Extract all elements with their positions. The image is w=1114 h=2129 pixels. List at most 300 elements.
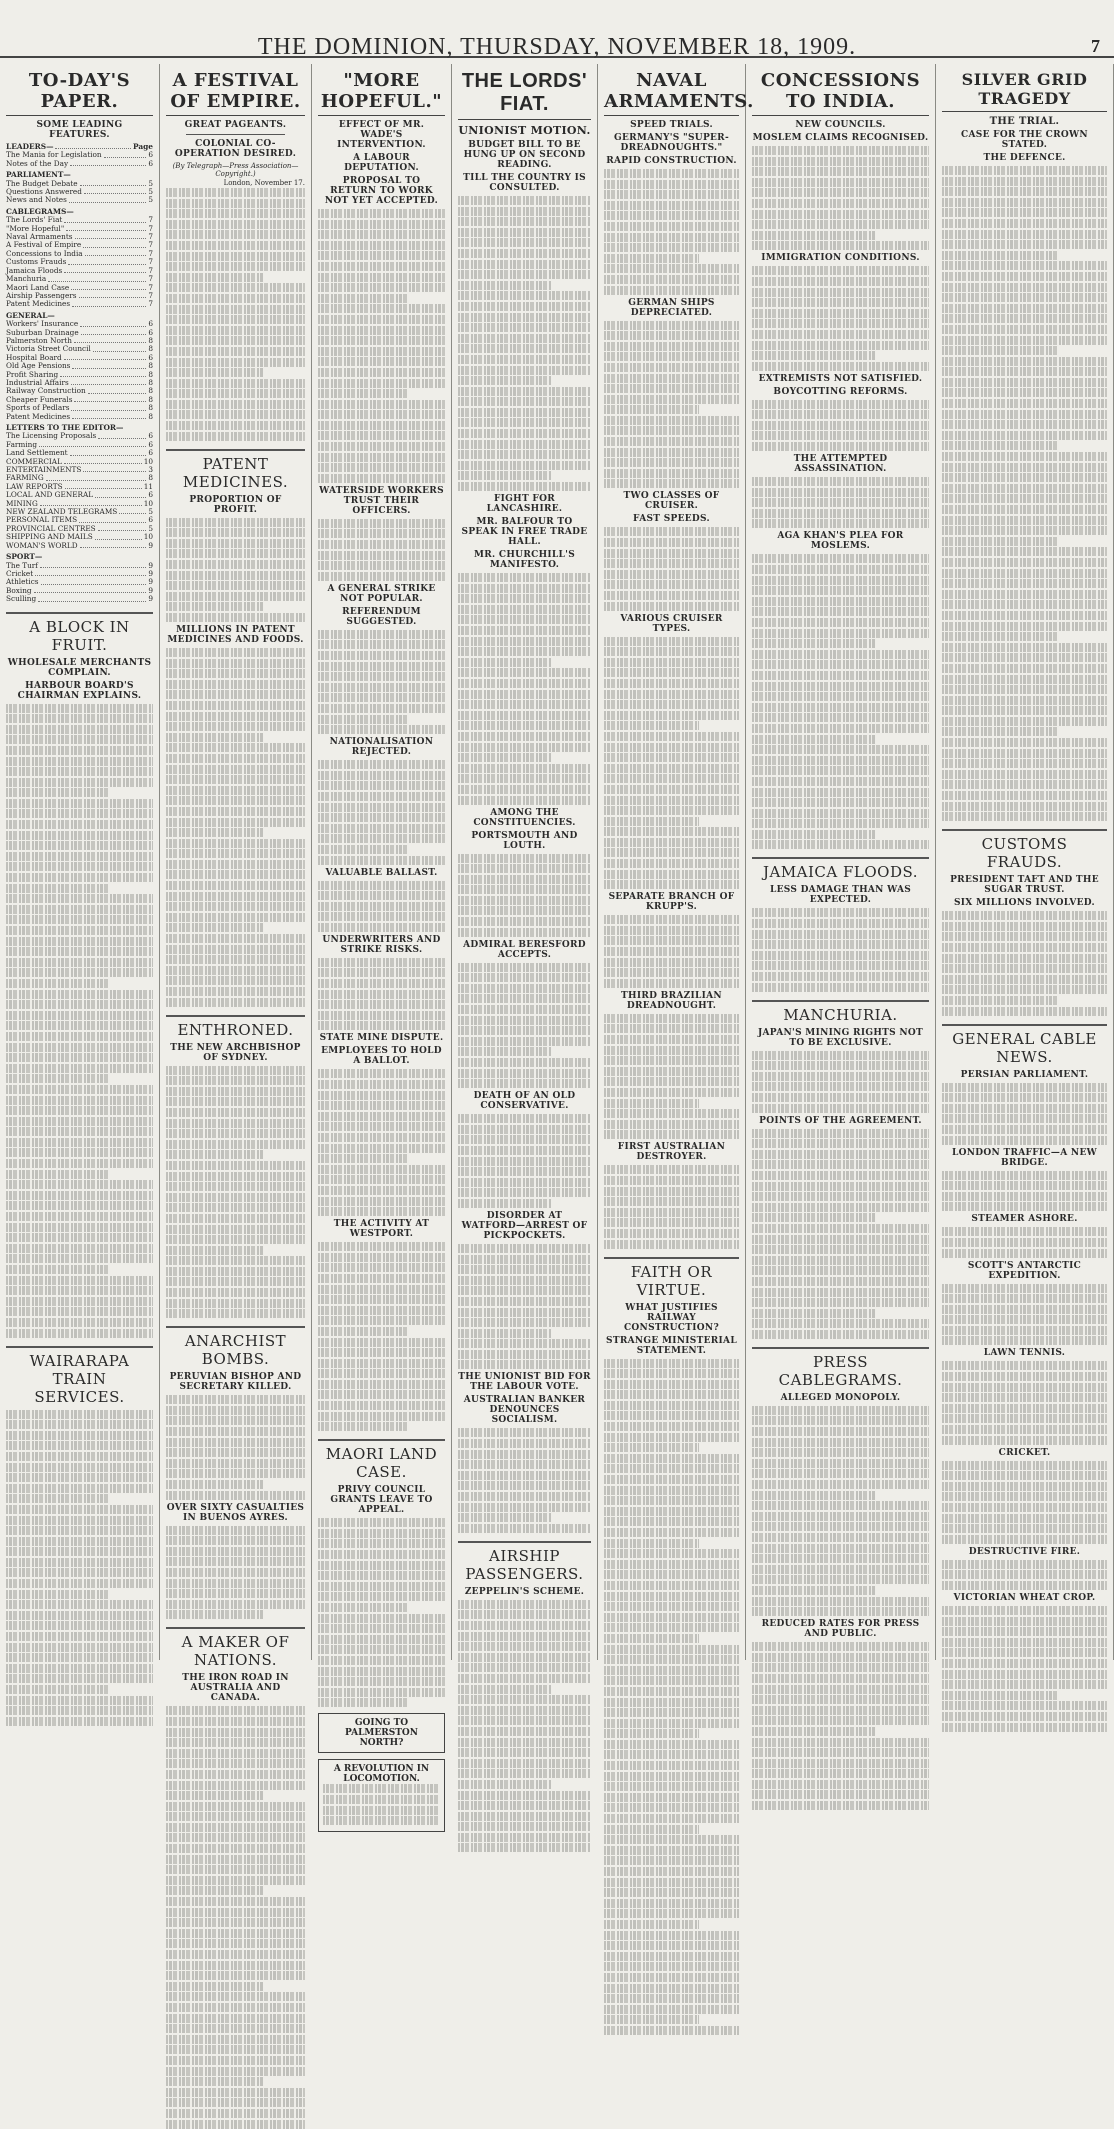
text-line — [318, 431, 445, 440]
index-entry-page: 8 — [148, 361, 153, 371]
text-line — [942, 590, 1107, 599]
article-text — [942, 1361, 1107, 1444]
text-line — [166, 230, 305, 239]
text-line — [166, 1728, 305, 1737]
text-line — [604, 1369, 739, 1378]
text-line — [942, 1617, 1107, 1626]
text-line — [318, 662, 445, 671]
index-leader-dots — [71, 284, 146, 290]
text-line — [604, 1952, 739, 1961]
text-line — [166, 410, 305, 419]
text-line — [166, 1140, 305, 1149]
text-line — [458, 1738, 591, 1747]
article-text — [166, 518, 305, 622]
text-line — [942, 1570, 1107, 1579]
text-line — [6, 1558, 153, 1567]
article-text — [942, 166, 1107, 821]
text-line — [166, 1579, 305, 1588]
text-line — [752, 1072, 929, 1081]
text-line — [458, 376, 551, 385]
index-title: TO-DAY'S PAPER. — [6, 70, 153, 116]
text-line — [6, 735, 153, 744]
text-line — [166, 1950, 305, 1959]
index-entry-page: 8 — [148, 386, 153, 396]
text-line — [458, 1748, 591, 1757]
index-entry-label: Victoria Street Council — [6, 344, 91, 354]
text-line — [752, 1406, 929, 1415]
text-line — [942, 727, 1058, 736]
text-line — [942, 537, 1058, 546]
text-line — [942, 1581, 1107, 1590]
text-line — [458, 334, 591, 343]
index-entry-label: Land Settlement — [6, 448, 68, 458]
text-line — [166, 902, 305, 911]
index-leader-dots — [35, 570, 146, 576]
text-line — [166, 892, 305, 901]
text-line — [318, 856, 445, 865]
text-line — [752, 442, 929, 451]
text-line — [752, 1224, 929, 1233]
text-line — [166, 1876, 305, 1885]
index-entry-page: 7 — [148, 265, 153, 275]
text-line — [604, 243, 739, 252]
index-leader-dots — [71, 404, 146, 410]
text-line — [166, 775, 305, 784]
story-subhead: PERUVIAN BISHOP AND SECRETARY KILLED. — [169, 1372, 302, 1393]
text-line — [604, 1973, 739, 1982]
text-line — [752, 1727, 876, 1736]
index-leader-dots — [104, 151, 147, 157]
index-leader-dots — [64, 216, 146, 222]
text-line — [604, 1528, 739, 1537]
text-line — [752, 1448, 929, 1457]
text-line — [752, 298, 929, 307]
text-line — [604, 1046, 739, 1055]
story-subhead: GERMAN SHIPS DEPRECIATED. — [628, 297, 715, 318]
text-line — [604, 1120, 739, 1129]
text-line — [458, 732, 591, 741]
text-line — [604, 1176, 739, 1185]
text-line — [318, 262, 445, 271]
text-line — [6, 1297, 153, 1306]
text-line — [6, 820, 153, 829]
text-line — [318, 1253, 445, 1262]
text-line — [942, 484, 1107, 493]
text-line — [942, 251, 1058, 260]
text-line — [752, 983, 929, 992]
text-line — [604, 817, 699, 826]
text-line — [6, 1223, 153, 1232]
story-subhead: EFFECT OF MR. WADE'S INTERVENTION. — [337, 120, 426, 150]
story-subhead: THE IRON ROAD IN AUSTRALIA AND CANADA. — [182, 1673, 289, 1704]
text-line — [318, 792, 445, 801]
text-line — [604, 968, 739, 977]
text-line — [6, 968, 153, 977]
text-line — [6, 1484, 153, 1493]
text-line — [166, 1812, 305, 1821]
text-line — [6, 1441, 153, 1450]
index-leader-dots — [98, 525, 147, 531]
text-line — [166, 1568, 305, 1577]
text-line — [752, 576, 929, 585]
text-line — [6, 1233, 153, 1242]
text-line — [604, 2005, 739, 2014]
index-entry-page: 6 — [148, 150, 153, 160]
text-line — [752, 400, 929, 409]
text-line — [604, 169, 739, 178]
text-line — [752, 1554, 929, 1563]
text-line — [752, 919, 929, 928]
text-line — [6, 1043, 153, 1052]
story-subhead: THE ATTEMPTED ASSASSINATION. — [793, 454, 888, 475]
index-entry — [6, 196, 153, 204]
story-subhead: PRIVY COUNCIL GRANTS LEAVE TO APPEAL. — [330, 1485, 433, 1516]
text-line — [323, 1795, 440, 1804]
text-line — [458, 647, 591, 656]
text-line — [318, 781, 445, 790]
text-line — [6, 1021, 153, 1030]
text-line — [458, 963, 591, 972]
story-subhead: DEATH OF AN OLD CONSERVATIVE. — [473, 1091, 576, 1112]
text-line — [318, 1645, 445, 1654]
text-line — [458, 1674, 591, 1683]
text-line — [942, 632, 1058, 641]
index-entry-page: Page — [132, 142, 153, 151]
text-line — [604, 1443, 699, 1452]
index-entry-page: 8 — [148, 377, 153, 387]
text-line — [166, 1480, 263, 1489]
text-line — [942, 1249, 1107, 1258]
text-line — [752, 586, 929, 595]
text-line — [942, 1361, 1107, 1370]
text-line — [166, 1203, 305, 1212]
index-leader-dots — [74, 337, 146, 343]
text-line — [166, 1918, 305, 1927]
text-line — [604, 1218, 739, 1227]
index-leader-dots — [95, 491, 146, 497]
text-line — [942, 1192, 1107, 1201]
article-text — [752, 554, 929, 849]
text-line — [604, 1655, 739, 1664]
story-subhead: EXTREMISTS NOT SATISFIED. — [758, 373, 923, 384]
text-line — [604, 1433, 739, 1442]
index-leader-dots — [55, 143, 130, 149]
story-title: A FESTIVAL OF EMPIRE. — [166, 70, 305, 116]
advert-box — [318, 1759, 445, 1831]
story-subhead: FAST SPEEDS. — [633, 514, 710, 525]
text-line — [166, 1781, 305, 1790]
text-line — [458, 658, 551, 667]
text-line — [166, 796, 305, 805]
text-line — [752, 724, 929, 733]
text-line — [166, 712, 305, 721]
text-line — [318, 1603, 407, 1612]
index-entry-label: WOMAN'S WORLD — [6, 540, 78, 550]
text-line — [942, 643, 1107, 652]
text-line — [752, 809, 929, 818]
index-entry-label: Airship Passengers — [6, 290, 77, 300]
text-line — [752, 1544, 929, 1553]
text-line — [6, 788, 109, 797]
text-line — [6, 1117, 153, 1126]
text-line — [604, 1645, 739, 1654]
text-line — [604, 549, 739, 558]
text-line — [458, 260, 591, 269]
text-line — [604, 1099, 699, 1108]
index-entry-label: Manchuria — [6, 274, 47, 284]
text-line — [458, 196, 591, 205]
text-line — [318, 1242, 445, 1251]
text-line — [458, 1058, 591, 1067]
story-subhead: ALLEGED MONOPOLY. — [780, 1392, 901, 1403]
story-subhead: MR. BALFOUR TO SPEAK IN FREE TRADE HALL. — [461, 517, 588, 548]
text-line — [458, 1350, 591, 1359]
story-subhead: WHAT JUSTIFIES RAILWAY CONSTRUCTION? — [623, 1302, 720, 1333]
text-line — [318, 1667, 445, 1676]
text-line — [318, 824, 445, 833]
text-line — [6, 894, 153, 903]
article-text — [318, 519, 445, 581]
text-line — [942, 505, 1107, 514]
text-line — [6, 1674, 153, 1683]
text-line — [752, 1522, 929, 1531]
index-entry-label: Old Age Pensions — [6, 361, 71, 371]
story-subhead: PROPORTION OF PROFIT. — [189, 494, 282, 515]
story-subhead: STEAMER ASHORE. — [971, 1214, 1078, 1225]
text-line — [458, 864, 591, 873]
text-line — [942, 1680, 1107, 1689]
text-line — [942, 1606, 1107, 1615]
text-line — [752, 1298, 929, 1307]
text-line — [6, 1526, 153, 1535]
text-line — [458, 1188, 591, 1197]
text-line — [458, 387, 591, 396]
text-line — [604, 321, 739, 330]
text-line — [318, 336, 445, 345]
text-line — [458, 1471, 591, 1480]
text-line — [604, 1208, 739, 1217]
index-entry-label: Sports of Pedlars — [6, 403, 70, 413]
text-line — [458, 1685, 551, 1694]
text-line — [604, 1740, 739, 1749]
text-line — [458, 711, 591, 720]
text-line — [604, 363, 739, 372]
text-line — [458, 450, 591, 459]
index-entry-page: 5 — [148, 187, 153, 197]
text-line — [942, 240, 1107, 249]
text-line — [942, 770, 1107, 779]
text-line — [458, 1286, 591, 1295]
text-line — [752, 1192, 929, 1201]
text-line — [458, 615, 591, 624]
text-line — [318, 704, 445, 713]
text-line — [752, 1160, 929, 1169]
masthead: THE DOMINION, THURSDAY, NOVEMBER 18, 1909. — [257, 34, 857, 60]
text-line — [166, 828, 263, 837]
text-line — [604, 342, 739, 351]
text-line — [604, 1931, 739, 1940]
text-line — [604, 602, 739, 611]
text-line — [942, 516, 1107, 525]
index-entry-label: Workers' Insurance — [6, 319, 79, 329]
text-line — [318, 1091, 445, 1100]
text-line — [604, 1539, 699, 1548]
text-line — [942, 1181, 1107, 1190]
text-line — [942, 357, 1107, 366]
text-line — [166, 602, 263, 611]
text-line — [318, 958, 445, 967]
index-entry — [6, 542, 153, 550]
text-line — [318, 1154, 407, 1163]
text-line — [6, 1074, 109, 1083]
text-line — [752, 1330, 929, 1339]
index-entry-label: The Budget Debate — [6, 178, 78, 188]
text-line — [752, 1427, 929, 1436]
index-entry-page: 7 — [148, 299, 153, 309]
text-line — [318, 326, 445, 335]
text-line — [752, 930, 929, 939]
text-line — [458, 482, 591, 491]
index-entry-page: 7 — [148, 240, 153, 250]
text-line — [6, 1329, 153, 1338]
text-line — [752, 1716, 929, 1725]
text-line — [6, 1201, 153, 1210]
text-line — [942, 388, 1107, 397]
text-line — [318, 1582, 445, 1591]
article-text — [604, 637, 739, 890]
index-entry-page: 7 — [148, 223, 153, 233]
article-text — [752, 1051, 929, 1113]
text-line — [942, 452, 1107, 461]
text-line — [752, 629, 929, 638]
text-line — [458, 1524, 591, 1533]
index-leader-dots — [71, 379, 147, 385]
text-line — [323, 1806, 440, 1815]
text-line — [166, 1886, 263, 1895]
text-line — [942, 1393, 1107, 1402]
index-entry-page: 10 — [143, 498, 153, 508]
text-line — [318, 1571, 445, 1580]
text-line — [6, 862, 153, 871]
text-line — [458, 1439, 591, 1448]
text-line — [752, 309, 929, 318]
index-entry-label: LETTERS TO THE EDITOR— — [6, 423, 124, 432]
text-line — [166, 1288, 305, 1297]
text-line — [752, 1642, 929, 1651]
text-line — [166, 2056, 305, 2065]
text-line — [166, 1526, 305, 1535]
text-line — [458, 1255, 591, 1264]
text-line — [166, 220, 305, 229]
index-entry-page: 6 — [148, 319, 153, 329]
text-line — [6, 979, 109, 988]
index-leader-dots — [85, 250, 147, 256]
text-line — [942, 738, 1107, 747]
advert-title: GOING TO PALMERSTON NORTH? — [345, 1718, 418, 1749]
index-leader-dots — [68, 258, 146, 264]
index-entry-page: 10 — [143, 532, 153, 542]
story-subhead: WATERSIDE WORKERS TRUST THEIR OFFICERS. — [319, 485, 444, 516]
text-line — [604, 1496, 739, 1505]
text-line — [942, 1670, 1107, 1679]
article-text — [942, 1606, 1107, 1732]
text-line — [752, 1266, 929, 1275]
story-subhead: MR. CHURCHILL'S MANIFESTO. — [474, 550, 575, 571]
text-line — [6, 778, 153, 787]
text-line — [6, 915, 153, 924]
text-line — [318, 1412, 445, 1421]
text-line — [604, 848, 739, 857]
text-line — [942, 1114, 1107, 1123]
text-line — [752, 961, 929, 970]
index-leader-dots — [70, 449, 147, 455]
index-entry-page: 6 — [148, 490, 153, 500]
text-line — [942, 1383, 1107, 1392]
text-line — [458, 1005, 591, 1014]
text-line — [166, 1235, 305, 1244]
index-entry-page: 6 — [148, 431, 153, 441]
text-line — [752, 498, 929, 507]
text-line — [458, 440, 591, 449]
text-line — [166, 1717, 305, 1726]
text-line — [166, 1961, 305, 1970]
advert-title: A REVOLUTION IN LOCOMOTION. — [333, 1764, 430, 1785]
index-entry-label: PROVINCIAL CENTRES — [6, 523, 96, 533]
index-leader-dots — [95, 533, 142, 539]
text-line — [604, 1814, 739, 1823]
text-line — [458, 1037, 591, 1046]
text-line — [318, 315, 445, 324]
text-line — [458, 228, 591, 237]
story-subhead: DESTRUCTIVE FIRE. — [968, 1546, 1081, 1557]
text-line — [318, 834, 445, 843]
text-line — [752, 1780, 929, 1789]
story-subhead: THE UNIONIST BID FOR THE LABOUR VOTE. — [458, 1372, 591, 1393]
text-line — [752, 908, 929, 917]
text-line — [458, 1339, 591, 1348]
text-line — [942, 922, 1107, 931]
text-line — [6, 1685, 109, 1694]
text-line — [458, 994, 591, 1003]
text-line — [166, 1600, 305, 1609]
text-line — [318, 1069, 445, 1078]
text-line — [318, 273, 445, 282]
story-subhead: PERSIAN PARLIAMENT. — [960, 1069, 1089, 1080]
text-line — [318, 1316, 445, 1325]
text-line — [166, 1610, 263, 1619]
text-line — [604, 580, 739, 589]
text-line — [458, 1308, 591, 1317]
text-line — [318, 1688, 445, 1697]
story-subhead: SPEED TRIALS. — [630, 120, 713, 130]
text-line — [166, 786, 305, 795]
text-line — [942, 611, 1107, 620]
index-entry-label: FARMING — [6, 473, 44, 483]
text-line — [458, 573, 591, 582]
text-line — [604, 331, 739, 340]
text-line — [942, 1315, 1107, 1324]
text-line — [458, 1706, 591, 1715]
text-line — [752, 565, 929, 574]
index-leader-dots — [75, 233, 147, 239]
text-line — [6, 1611, 153, 1620]
text-line — [604, 426, 739, 435]
index-entry-label: The Mania for Legislation — [6, 150, 102, 160]
text-line — [458, 906, 591, 915]
text-line — [458, 764, 591, 773]
text-line — [942, 1648, 1107, 1657]
text-line — [604, 1602, 739, 1611]
